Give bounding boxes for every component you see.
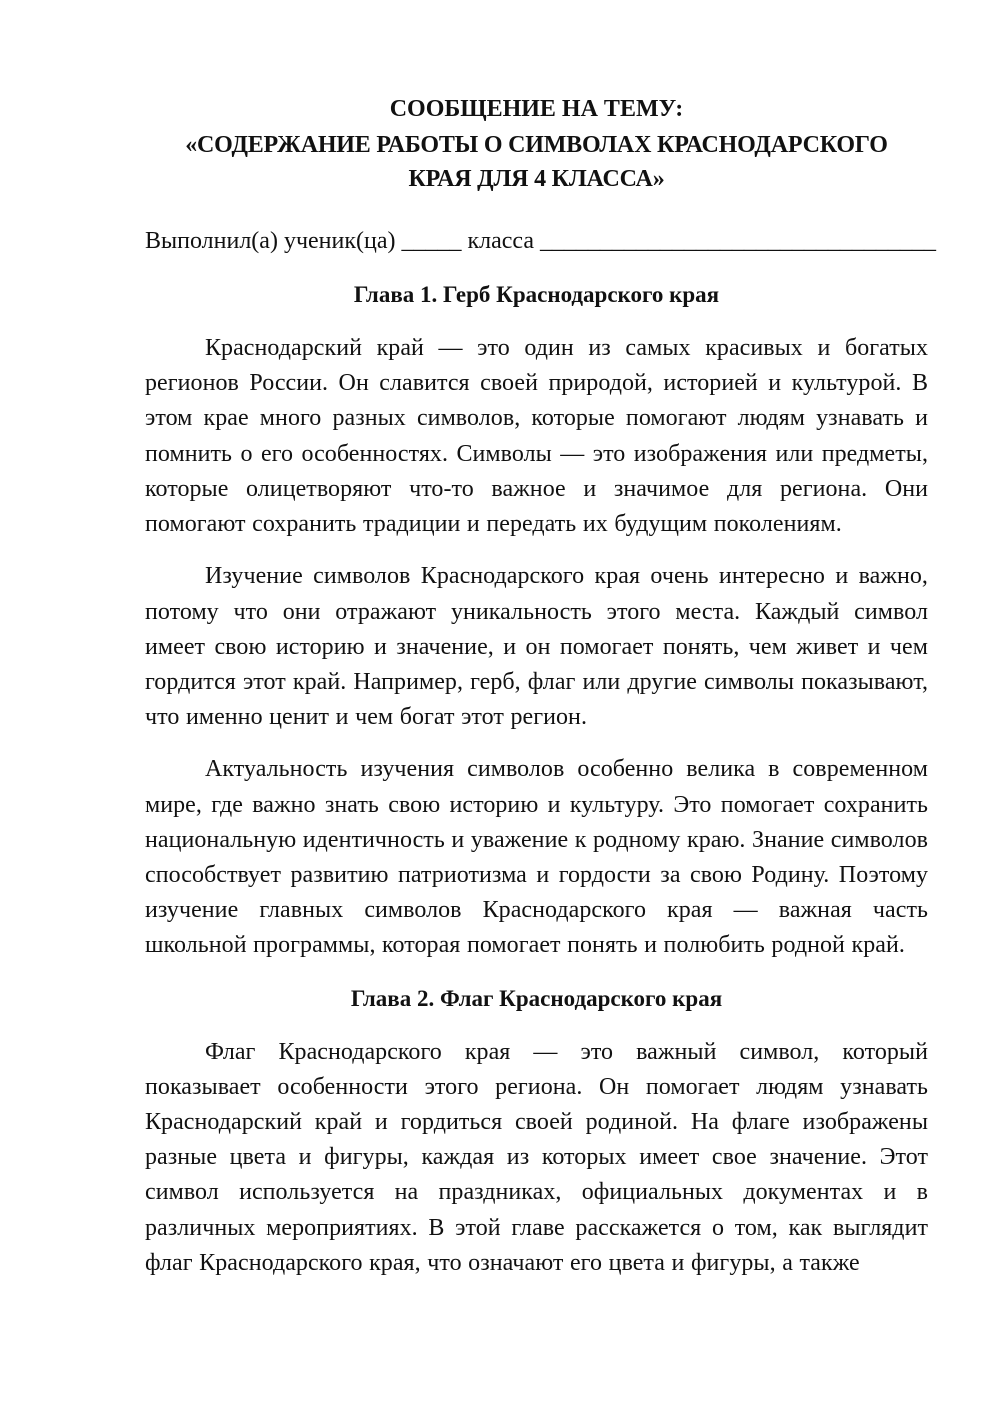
- chapter-1-title: Глава 1. Герб Краснодарского края: [353, 282, 720, 307]
- student-info-line: Выполнил(а) ученик(ца) _____ класса _________________________________: [145, 228, 937, 254]
- chapter-1-paragraph-3: Актуальность изучения символов особенно велика в современном мире, где важно знать свою историю и культуру. Это помогает сохранить национальную идентичность и уважение к родному краю. Знание символов способствует развитию патриотизма и гордости за свою Родину. Поэтому изучение главных символов Краснодарского края — важная часть школьной программы, которая помогает понять и полюбить родной край.: [145, 756, 928, 959]
- document-title-line-1: «СОДЕРЖАНИЕ РАБОТЫ О СИМВОЛАХ КРАСНОДАРСКОГО: [185, 132, 888, 158]
- chapter-2-section: [145, 982, 928, 1282]
- document-heading: СООБЩЕНИЕ НА ТЕМУ:: [389, 96, 684, 122]
- document-page: [145, 92, 937, 1281]
- chapter-2-title: Глава 2. Флаг Краснодарского края: [350, 985, 723, 1011]
- chapter-1-paragraph-1: Краснодарский край — это один из самых красивых и богатых регионов России. Он славится своей природой, историей и культурой. В этом крае много разных символов, которые помогают людям узнавать и помнить о его особенностях. Символы — это изображения или предметы, которые олицетворяют что-то важное и значимое для региона. Они помогают сохранить традиции и передать их будущим поколениям.: [145, 335, 928, 538]
- document-title: [145, 128, 928, 196]
- document-title-line-2: КРАЯ ДЛЯ 4 КЛАССА»: [408, 166, 665, 192]
- chapter-1-paragraph-2: Изучение символов Краснодарского края очень интересно и важно, потому что они отражают уникальность этого места. Каждый символ имеет свою историю и значение, и он помогает понять, чем живет и чем гордится этот край. Например, герб, флаг или другие символы показывают, что именно ценит и чем богат этот регион.: [145, 563, 928, 731]
- chapter-1-section: [145, 278, 928, 964]
- chapter-2-paragraph-1: Флаг Краснодарского края — это важный символ, который показывает особенности этого региона. Он помогает людям узнавать Краснодарский край и гордиться своей родиной. На флаге изображены разные цвета и фигуры, каждая из которых имеет свое значение. Этот символ используется на праздниках, официальных документах и в различных мероприятиях. В этой главе расскажется о том, как выглядит флаг Краснодарского края, что означают его цвета и фигуры, а также: [145, 1038, 928, 1276]
